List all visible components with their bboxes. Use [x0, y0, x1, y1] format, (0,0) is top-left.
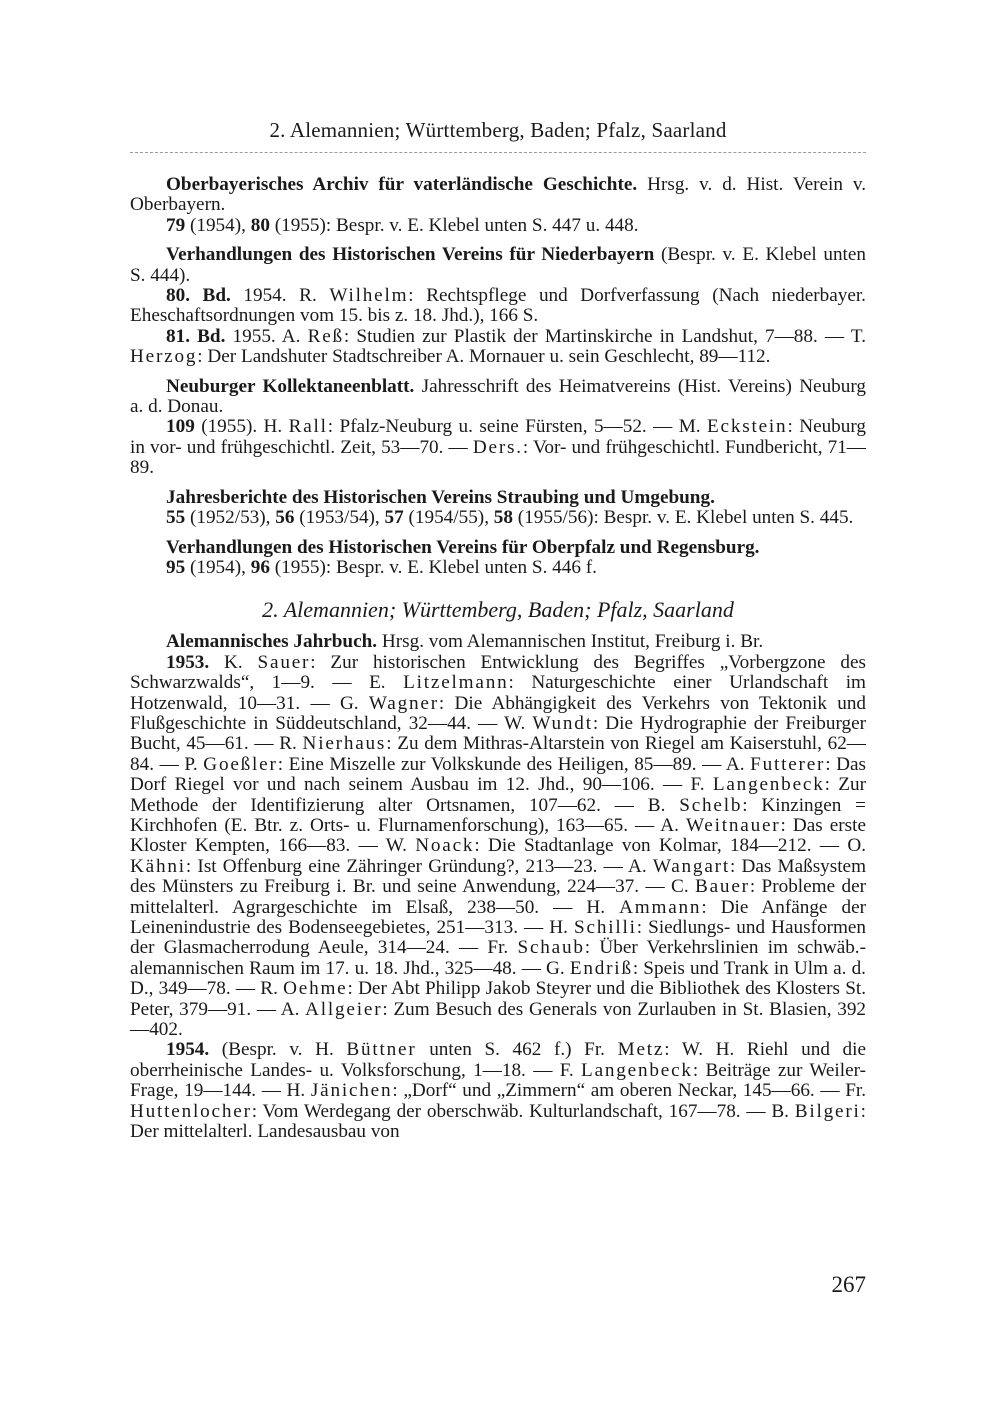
alemannia-entries — [130, 632, 866, 1142]
entry-text: : Rechtspflege und Dorfverfassung (Nach niederbayer. Eheschaftsordnungen vom 15. bis z. 18. Jhd.), 166 S. — [130, 285, 866, 327]
volume-number: 79 — [166, 214, 186, 236]
entry-text: : Die Hydrographie der Freiburger Bucht, 45—61. — R. — [130, 712, 866, 755]
page-body — [130, 175, 866, 1151]
author-name: Rall — [288, 416, 328, 438]
entry-title-line — [130, 245, 866, 286]
entry-text: : Kinzingen = Kirchhofen (E. Btr. z. Orts- u. Flurnamenforschung), 163—65. — A. — [130, 794, 866, 836]
entry-text: : Über Verkehrslinien im schwäb.-alemannischen Raum im 17. u. 18. Jhd., 325—48. — G. — [130, 937, 866, 979]
entry-text: : Probleme der mittelalterl. Agrargeschichte im Elsaß, 238—50. — H. — [130, 876, 866, 918]
volume-contents — [130, 653, 866, 1041]
bibliography-entry — [130, 377, 866, 479]
author-name: Ammann — [619, 896, 702, 918]
volume-number: 55 — [166, 507, 186, 529]
journal-title: Neuburger Kollektaneenblatt. — [166, 375, 415, 397]
entry-text: : Neuburg in vor- und frühgeschichtl. Zeit, 53—70. — — [130, 416, 866, 458]
entry-text: 1955. A. — [225, 325, 308, 347]
author-name: Allgeier — [305, 998, 383, 1020]
volume-contents — [130, 216, 866, 236]
section-heading: 2. Alemannien; Württemberg, Baden; Pfalz, Saarland — [262, 597, 734, 623]
volume-number: 95 — [166, 556, 186, 578]
page-number: 267 — [831, 1272, 866, 1297]
bibliography-entry — [130, 538, 866, 579]
author-name: Jänichen — [310, 1080, 393, 1102]
entry-text: (1955/56): Bespr. v. E. Klebel unten S. 445. — [512, 507, 854, 529]
entry-text: : „Dorf“ und „Zimmern“ am oberen Neckar, 145—66. — Fr. — [392, 1080, 866, 1102]
author-name: Wilhelm — [329, 285, 409, 307]
volume-number: 1953. — [166, 651, 210, 673]
author-name: Langenbeck — [581, 1059, 693, 1081]
author-name: Oehme — [283, 978, 348, 1000]
volume-contents — [130, 508, 866, 528]
author-name: Goeßler — [203, 753, 278, 775]
bibliography-entry — [130, 175, 866, 236]
entry-text: : W. H. Riehl und die oberrheinische Landes- u. Volksforschung, 1—18. — F. — [130, 1039, 866, 1081]
entry-text: : Der mittelalterl. Landesausbau von — [130, 1100, 866, 1143]
entry-text: : Das Dorf Riegel vor und nach seinem Ausbau im 12. Jhd., 90—106. — F. — [130, 753, 867, 796]
volume-number: 81. Bd. — [166, 325, 226, 347]
volume-contents — [130, 286, 866, 327]
author-name: Eckstein — [706, 416, 788, 438]
entry-text: : Der Abt Philipp Jakob Steyrer und die Bibliothek des Klosters St. Peter, 379—91. — A. — [130, 978, 866, 1020]
volume-number: 109 — [166, 416, 195, 438]
author-name: Nierhaus — [302, 733, 387, 755]
author-name: Reß — [307, 325, 344, 347]
volume-number: 58 — [493, 507, 513, 529]
entry-text: : Eine Miszelle zur Volkskunde des Heiligen, 85—89. — A. — [277, 753, 751, 775]
entry-text: : Studien zur Plastik der Martinskirche in Landshut, 7—88. — T. — [343, 325, 866, 347]
journal-title: Jahresberichte des Historischen Vereins Straubing und Umgebung. — [166, 486, 715, 508]
journal-title: Verhandlungen des Historischen Vereins für Niederbayern — [166, 244, 655, 266]
entry-text: : Das erste Kloster Kempten, 166—83. — W. — [130, 814, 866, 857]
author-name: Langenbeck — [712, 774, 825, 796]
author-name: Herzog — [130, 346, 198, 368]
author-name: Endriß — [569, 957, 633, 979]
volume-number: 57 — [384, 507, 404, 529]
author-name: Kähni — [130, 855, 186, 877]
entry-text: : Zum Besuch des Generals von Zurlauben in St. Blasien, 392—402. — [130, 998, 867, 1041]
author-name: Ders. — [472, 436, 523, 458]
header-rule — [130, 152, 866, 153]
entry-text: : Der Landshuter Stadtschreiber A. Mornauer u. sein Geschlecht, 89—112. — [197, 346, 771, 368]
author-name: Sauer — [257, 651, 311, 673]
volume-number: 96 — [250, 556, 270, 578]
entry-text: (1954/55), — [403, 507, 494, 529]
entry-text: : Vor- und frühgeschichtl. Fundbericht, 71—89. — [130, 436, 866, 479]
author-name: Futterer — [750, 753, 826, 775]
author-name: Wagner — [368, 692, 439, 714]
journal-title: Oberbayerisches Archiv für vaterländische Geschichte. — [166, 174, 638, 195]
entry-text: : Zur Methode der Identifizierung alter Ortsnamen, 107—62. — B. — [130, 774, 866, 816]
entry-title-line — [130, 488, 866, 508]
author-name: Noack — [415, 835, 475, 857]
journal-publisher: Jahresschrift des Heimatvereins (Hist. Vereins) Neuburg a. d. Donau. — [130, 375, 866, 418]
author-name: Bauer — [695, 876, 750, 898]
volume-contents — [130, 558, 866, 578]
entry-text: : Naturgeschichte einer Urlandschaft im Hotzenwald, 10—31. — G. — [130, 672, 866, 714]
author-name: Huttenlocher — [130, 1100, 252, 1122]
author-name: Schaub — [517, 937, 585, 959]
volume-contents — [130, 327, 866, 368]
entry-text: : Die Abhängigkeit des Verkehrs von Tektonik und Flußgeschichte in Süddeutschland, 32—44. — W. — [130, 692, 867, 734]
entry-text: (1954), — [185, 556, 251, 578]
journal-title: Verhandlungen des Historischen Vereins für Oberpfalz und Regensburg. — [166, 536, 760, 558]
bibliography-entry — [130, 245, 866, 367]
entry-text: : Vom Werdegang der oberschwäb. Kulturlandschaft, 167—78. — B. — [251, 1100, 795, 1122]
entry-text: (1955): Bespr. v. E. Klebel unten S. 446 f. — [269, 556, 597, 578]
entry-text: : Die Stadtanlage von Kolmar, 184—212. — O. — [474, 835, 867, 857]
volume-contents — [130, 417, 866, 478]
journal-publisher: Hrsg. vom Alemannischen Institut, Freiburg i. Br. — [377, 631, 764, 653]
entry-text: : Die Anfänge der Leinenindustrie des Bodenseegebietes, 251—313. — H. — [130, 896, 866, 938]
entry-text: (1953/54), — [294, 507, 385, 529]
entry-title-line — [130, 377, 866, 418]
entry-text: : Zu dem Mithras-Altarstein von Riegel am Kaiserstuhl, 62—84. — P. — [130, 733, 866, 775]
volume-number: 1954. — [166, 1039, 210, 1061]
author-name: Litzelmann — [403, 672, 509, 694]
entry-text: (1954), — [185, 214, 251, 236]
entry-text: : Beiträge zur Weiler-Frage, 19—144. — H. — [130, 1059, 867, 1102]
author-name: Weitnauer — [685, 814, 781, 836]
journal-publisher: Hrsg. v. d. Hist. Verein v. Oberbayern. — [130, 174, 867, 216]
entry-text: (1955). H. — [194, 416, 289, 438]
entry-text: K. — [209, 651, 258, 673]
entry-text: (Bespr. v. H. — [209, 1039, 347, 1061]
author-name: Wangart — [652, 855, 730, 877]
entry-text: (1952/53), — [185, 507, 276, 529]
author-name: Büttner — [346, 1039, 417, 1061]
bavaria-entries — [130, 175, 866, 578]
entry-text: : Zur historischen Entwicklung des Begriffes „Vorbergzone des Schwarzwalds“, 1—9. — E. — [130, 651, 866, 694]
entry-text: 1954. R. — [230, 285, 330, 307]
entry-title-line — [130, 632, 866, 652]
volume-number: 80 — [250, 214, 270, 236]
entry-text: : Pfalz-Neuburg u. seine Fürsten, 5—52. — M. — [327, 416, 707, 438]
entry-text: : Siedlungs- und Hausformen der Glasmacherrodung Aeule, 314—24. — Fr. — [130, 917, 866, 959]
volume-number: 80. Bd. — [166, 285, 231, 307]
author-name: Bilgeri — [794, 1100, 861, 1122]
volume-contents — [130, 1040, 866, 1142]
bibliography-entry — [130, 488, 866, 529]
volume-number: 56 — [275, 507, 295, 529]
author-name: Schilli — [574, 917, 637, 938]
journal-publisher: (Bespr. v. E. Klebel unten S. 444). — [130, 244, 866, 286]
entry-title-line — [130, 538, 866, 558]
author-name: Wundt — [532, 712, 593, 734]
bibliography-entry — [130, 632, 866, 1142]
entry-text: : Das Maßsystem des Münsters zu Freiburg i. Br. und seine Anwendung, 224—37. — C. — [130, 855, 866, 898]
journal-title: Alemannisches Jahrbuch. — [166, 631, 378, 653]
entry-text: : Ist Offenburg eine Zähringer Gründung?, 213—23. — A. — [185, 855, 653, 877]
author-name: Schelb — [679, 794, 743, 816]
running-head: 2. Alemannien; Württemberg, Baden; Pfalz, Saarland — [269, 118, 727, 142]
entry-text: : Speis und Trank in Ulm a. d. D., 349—78. — R. — [130, 957, 866, 1000]
entry-title-line — [130, 175, 866, 216]
entry-text: unten S. 462 f.) Fr. — [416, 1039, 618, 1061]
entry-text: (1955): Bespr. v. E. Klebel unten S. 447 u. 448. — [269, 214, 639, 236]
author-name: Metz — [617, 1039, 665, 1061]
